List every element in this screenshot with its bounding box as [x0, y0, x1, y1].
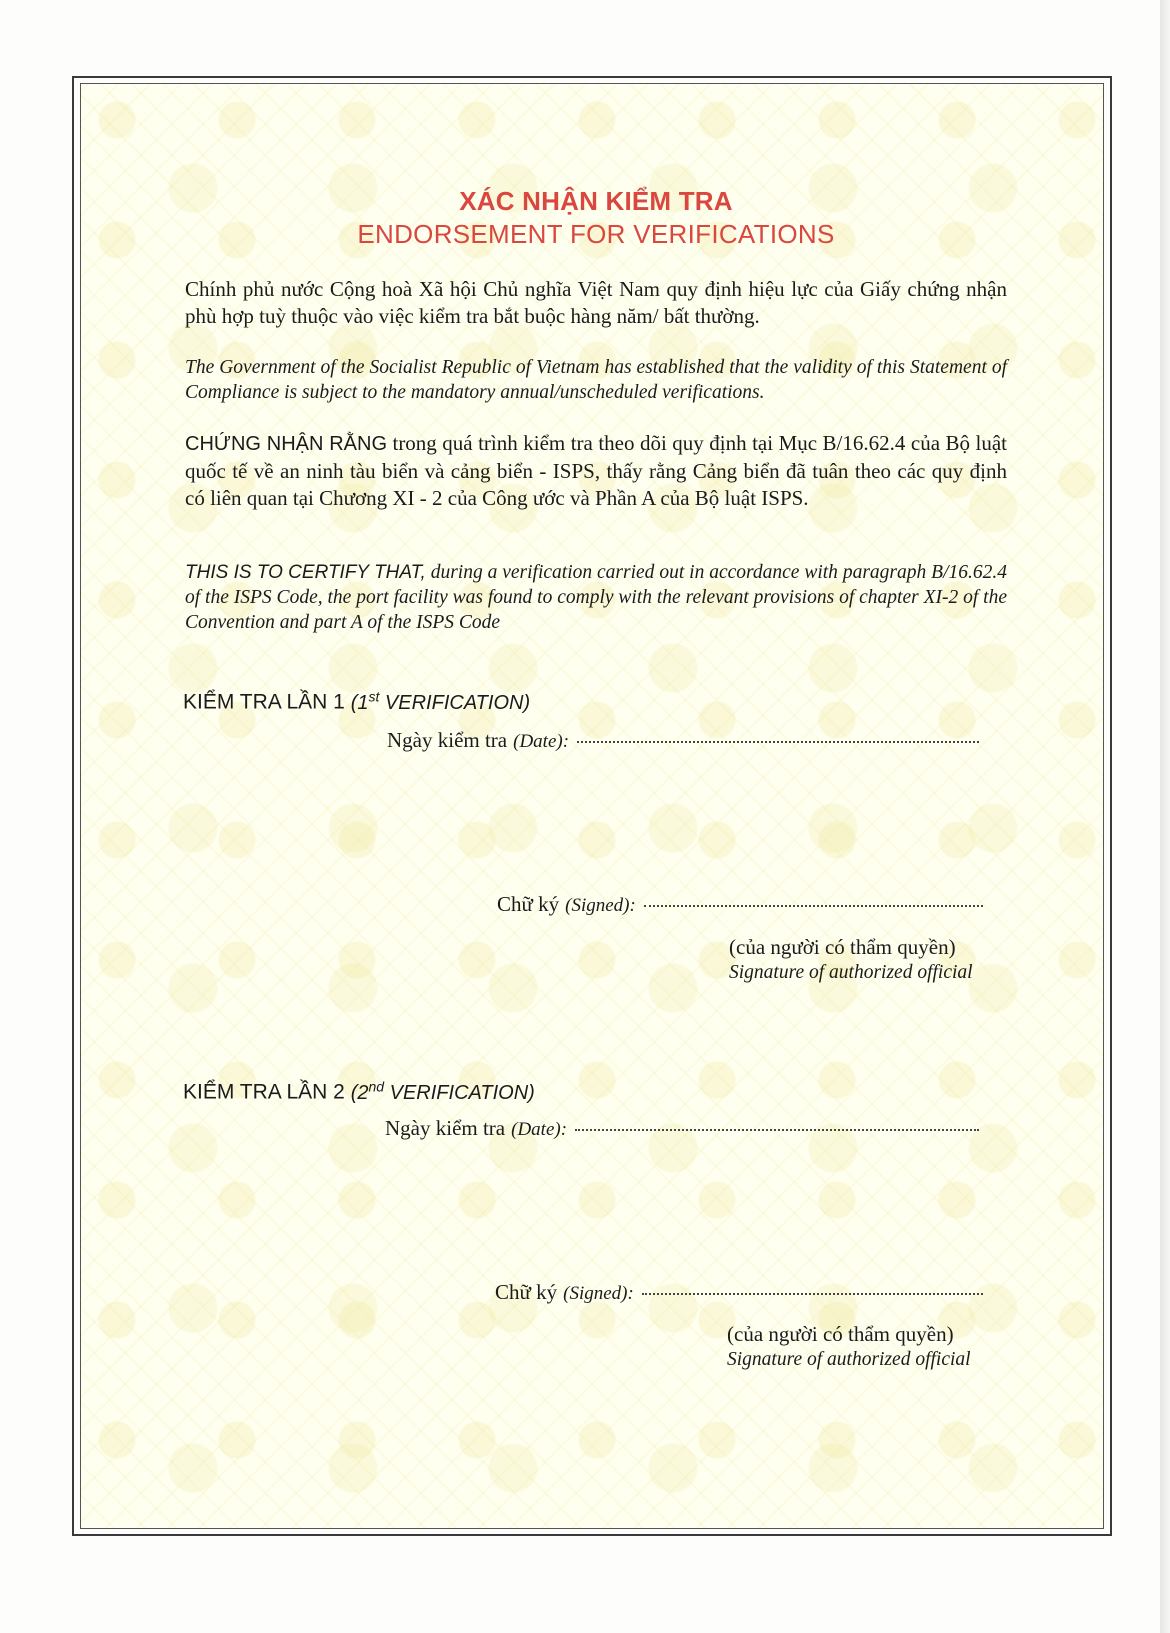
sign-dotted-line[interactable]	[642, 1293, 983, 1295]
sign-label-vn: Chữ ký	[497, 892, 560, 916]
certify-vietnamese	[185, 430, 1007, 512]
verification-1-sign-field[interactable]	[497, 892, 983, 917]
certify-english	[185, 560, 1007, 635]
verification-2-authority	[727, 1322, 971, 1371]
date-dotted-line[interactable]	[577, 741, 979, 743]
authority-en: Signature of authorized official	[729, 962, 973, 983]
verification-1-authority	[729, 935, 973, 984]
verification-1-head-vn: KIỂM TRA LẦN 1	[183, 690, 345, 714]
sign-label-en: (Signed):	[565, 895, 636, 916]
certify-en-text: during a verification carried out in accordance with paragraph B/16.62.4 of the ISPS Code, the port facility was found to comply with the relevant provisions of chapter XI-2 of the Convention and part A of the ISPS Code	[185, 562, 1007, 633]
sign-label-vn: Chữ ký	[495, 1280, 558, 1304]
date-label-vn: Ngày kiểm tra	[385, 1116, 506, 1140]
certify-vn-text: trong quá trình kiểm tra theo dõi quy định tại Mục B/16.62.4 của Bộ luật quốc tế về an ninh tàu biển và cảng biển - ISPS, thấy rằng Cảng biển đã tuân theo các quy định có liên quan tại Chương XI - 2 của Công ước và Phần A của Bộ luật ISPS.	[185, 431, 1007, 510]
certify-en-lead: THIS IS TO CERTIFY THAT,	[185, 562, 426, 583]
date-label-vn: Ngày kiểm tra	[387, 728, 508, 752]
authority-vn: (của người có thẩm quyền)	[729, 935, 956, 959]
verification-2-head-vn: KIỂM TRA LẦN 2	[183, 1080, 345, 1104]
verification-2-sign-field[interactable]	[495, 1280, 983, 1305]
page-edge	[1160, 0, 1170, 1633]
date-label-en: (Date):	[511, 1119, 568, 1140]
sign-label-en: (Signed):	[563, 1283, 634, 1304]
certify-vn-lead: CHỨNG NHẬN RẰNG	[185, 433, 387, 455]
date-dotted-line[interactable]	[575, 1129, 979, 1131]
intro-vietnamese: Chính phủ nước Cộng hoà Xã hội Chủ nghĩa Việt Nam quy định hiệu lực của Giấy chứng nhận phù hợp tuỳ thuộc vào việc kiểm tra bắt buộc hàng năm/ bất thường.	[185, 277, 1007, 328]
title-english: ENDORSEMENT FOR VERIFICATIONS	[357, 219, 835, 249]
authority-en: Signature of authorized official	[727, 1349, 971, 1370]
date-label-en: (Date):	[513, 731, 570, 752]
verification-1-heading	[183, 688, 530, 715]
verification-2-head-en: (2nd VERIFICATION)	[350, 1078, 535, 1104]
intro-english: The Government of the Socialist Republic of Vietnam has established that the validity of this Statement of Compliance is subject to the mandatory annual/unscheduled verifications.	[185, 357, 1007, 403]
title-vietnamese: XÁC NHẬN KIỂM TRA	[459, 186, 733, 216]
verification-1-date-field[interactable]	[387, 728, 979, 753]
sign-dotted-line[interactable]	[644, 905, 983, 907]
certificate-content	[183, 180, 1007, 1370]
verification-2-date-field[interactable]	[385, 1116, 979, 1141]
verification-2-heading	[183, 1078, 535, 1105]
authority-vn: (của người có thẩm quyền)	[727, 1322, 954, 1346]
verification-1-head-en: (1st VERIFICATION)	[350, 688, 531, 714]
